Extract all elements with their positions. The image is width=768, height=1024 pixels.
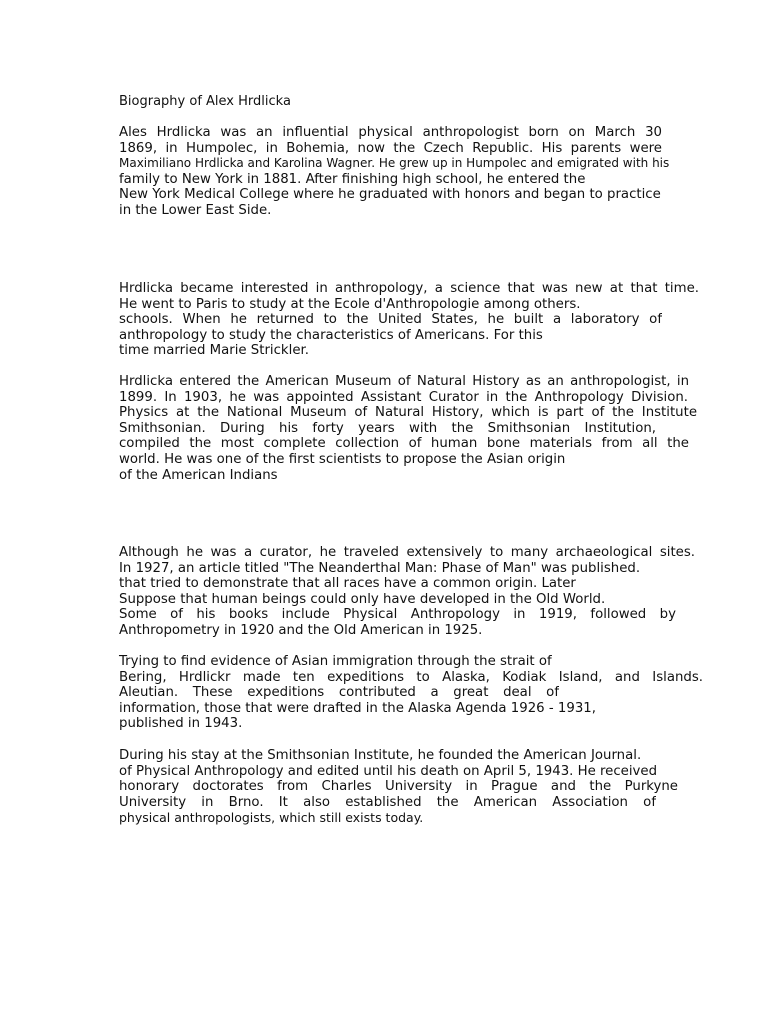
paragraph-line: Physics at the National Museum of Natural History, which is part of the Institute bbox=[119, 405, 697, 421]
paragraph-line: published in 1943. bbox=[119, 716, 243, 732]
paragraph-line: Suppose that human beings could only have developed in the Old World. bbox=[119, 591, 606, 607]
paragraph-line: honorary doctorates from Charles University in Prague and the Purkyne bbox=[119, 779, 678, 795]
paragraph-line: University in Brno. It also established the American Association of bbox=[119, 794, 656, 810]
paragraph-line: Ales Hrdlicka was an influential physical anthropologist born on March 30 bbox=[119, 125, 662, 140]
paragraph-2 bbox=[119, 281, 699, 359]
paragraph-line: family to New York in 1881. After finishing high school, he entered the bbox=[119, 171, 586, 187]
paragraph-line: During his stay at the Smithsonian Institute, he founded the American Journal. bbox=[119, 748, 642, 763]
paragraph-line: Hrdlicka became interested in anthropology, a science that was new at that time. bbox=[119, 281, 699, 296]
paragraph-line: Maximiliano Hrdlicka and Karolina Wagner. He grew up in Humpolec and emigrated with his bbox=[119, 156, 670, 171]
paragraph-3 bbox=[119, 374, 697, 483]
paragraph-line: Some of his books include Physical Anthropology in 1919, followed by bbox=[119, 607, 676, 623]
paragraph-line: Smithsonian. During his forty years with the Smithsonian Institution, bbox=[119, 420, 656, 436]
paragraph-line: compiled the most complete collection of human bone materials from all the bbox=[119, 436, 689, 452]
paragraph-line: physical anthropologists, which still exists today. bbox=[119, 810, 424, 826]
paragraph-line: anthropology to study the characteristics of Americans. For this bbox=[119, 327, 543, 343]
paragraph-line: Bering, Hrdlickr made ten expeditions to Alaska, Kodiak Island, and Islands. bbox=[119, 669, 703, 685]
paragraph-line: schools. When he returned to the United States, he built a laboratory of bbox=[119, 312, 662, 328]
paragraph-line: time married Marie Strickler. bbox=[119, 343, 309, 359]
paragraph-line: information, those that were drafted in the Alaska Agenda 1926 - 1931, bbox=[119, 700, 596, 716]
paragraph-line: Aleutian. These expeditions contributed a great deal of bbox=[119, 685, 559, 701]
paragraph-line: New York Medical College where he graduated with honors and began to practice bbox=[119, 187, 661, 203]
paragraph-line: world. He was one of the first scientists to propose the Asian origin bbox=[119, 451, 566, 467]
paragraph-5 bbox=[119, 654, 703, 732]
paragraph-line: of Physical Anthropology and edited until his death on April 5, 1943. He received bbox=[119, 763, 658, 779]
paragraph-line: He went to Paris to study at the Ecole d'Anthropologie among others. bbox=[119, 296, 581, 312]
paragraph-line: in the Lower East Side. bbox=[119, 202, 272, 218]
document-title: Biography of Alex Hrdlicka bbox=[119, 94, 291, 109]
paragraph-line: 1899. In 1903, he was appointed Assistant Curator in the Anthropology Division. bbox=[119, 389, 688, 405]
paragraph-line: Although he was a curator, he traveled extensively to many archaeological sites. bbox=[119, 545, 695, 560]
paragraph-4 bbox=[119, 545, 695, 639]
paragraph-line: 1869, in Humpolec, in Bohemia, now the Czech Republic. His parents were bbox=[119, 140, 662, 156]
paragraph-1 bbox=[119, 125, 670, 219]
paragraph-line: that tried to demonstrate that all races have a common origin. Later bbox=[119, 576, 576, 592]
paragraph-line: Hrdlicka entered the American Museum of Natural History as an anthropologist, in bbox=[119, 374, 689, 389]
paragraph-6 bbox=[119, 748, 678, 826]
paragraph-line: Anthropometry in 1920 and the Old American in 1925. bbox=[119, 622, 483, 638]
paragraph-line: Trying to find evidence of Asian immigration through the strait of bbox=[119, 654, 552, 669]
paragraph-line: In 1927, an article titled "The Neanderthal Man: Phase of Man" was published. bbox=[119, 560, 641, 576]
paragraph-line: of the American Indians bbox=[119, 467, 278, 483]
